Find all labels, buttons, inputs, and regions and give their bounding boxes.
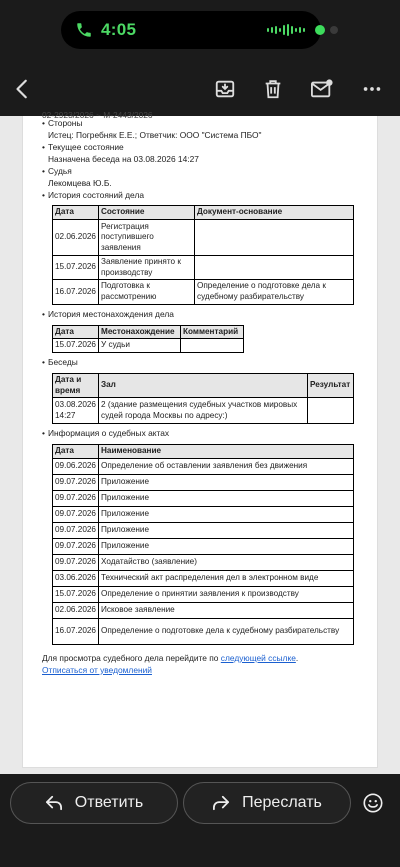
table-row [53, 586, 354, 602]
talks-table [52, 373, 354, 424]
table-row [53, 602, 354, 618]
state-value: Назначена беседа на 03.08.2026 14:27 [48, 153, 199, 164]
table-cell: 2 (здание размещения судебных участков мировых судей города Москвы по адресу:) [99, 398, 308, 424]
trash-icon [262, 78, 284, 100]
table-header: Результат [308, 373, 354, 397]
table-header: Дата [53, 445, 99, 459]
table-cell: 09.07.2026 [53, 538, 99, 554]
delete-button[interactable] [256, 72, 290, 106]
table-cell: 16.07.2026 [53, 618, 99, 644]
table-row [53, 490, 354, 506]
table-cell: Подготовка к рассмотрению [99, 280, 195, 304]
footer-text [42, 653, 362, 665]
phone-call-icon [75, 21, 93, 39]
table-cell: Приложение [99, 490, 354, 506]
table-header: Дата и время [53, 373, 99, 397]
table-cell: Заявление принято к производству [99, 256, 195, 280]
table-cell: Приложение [99, 474, 354, 490]
judge-value: Лекомцева Ю.Б. [48, 177, 112, 188]
table-cell: 09.07.2026 [53, 506, 99, 522]
email-body [42, 112, 362, 677]
table-cell: Технический акт распределения дел в электронном виде [99, 570, 354, 586]
email-toolbar [0, 62, 400, 116]
archive-icon [214, 78, 236, 100]
table-row [53, 538, 354, 554]
forward-button[interactable] [183, 782, 351, 824]
emoji-reaction-button[interactable] [358, 788, 388, 818]
case-number-cut: 02-2923/2026 ~ М-2443/2026 [42, 110, 153, 118]
table-cell: 03.06.2026 [53, 570, 99, 586]
table-row [53, 398, 354, 424]
table-cell: 15.07.2026 [53, 256, 99, 280]
action-bar [0, 774, 400, 867]
table-cell: Ходатайство (заявление) [99, 554, 354, 570]
table-row [53, 220, 354, 256]
footer-prefix: Для просмотра судебного дела перейдите по [42, 652, 219, 663]
table-row [53, 506, 354, 522]
table-cell: 15.07.2026 [53, 339, 99, 353]
unsubscribe-link[interactable]: Отписаться от уведомлений [42, 664, 152, 675]
table-header: Зал [99, 373, 308, 397]
table-cell: Определение о принятии заявления к производству [99, 586, 354, 602]
table-header: Дата [53, 325, 99, 339]
table-header: Состояние [99, 206, 195, 220]
mark-unread-button[interactable] [305, 72, 339, 106]
table-cell [195, 256, 354, 280]
table-row [53, 570, 354, 586]
table-header: Наименование [99, 445, 354, 459]
table-cell: Исковое заявление [99, 602, 354, 618]
archive-button[interactable] [208, 72, 242, 106]
table-row [53, 554, 354, 570]
table-row [53, 474, 354, 490]
table-cell: Приложение [99, 506, 354, 522]
parties-value: Истец: Погребняк Е.Е.; Ответчик: ООО "Система ПБО" [48, 129, 262, 140]
table-header: Дата [53, 206, 99, 220]
table-cell: Приложение [99, 522, 354, 538]
table-row [53, 280, 354, 304]
table-cell: Определение об оставлении заявления без движения [99, 458, 354, 474]
reply-icon [45, 795, 63, 811]
status-bar [0, 0, 400, 62]
table-header: Местонахождение [99, 325, 181, 339]
location-label: • История местонахождения дела [42, 309, 362, 321]
dynamic-island [61, 11, 321, 49]
smiley-icon [362, 792, 384, 814]
back-button[interactable] [6, 72, 40, 106]
table-cell: 09.06.2026 [53, 458, 99, 474]
table-cell: Определение о подготовке дела к судебному разбирательству [99, 618, 354, 644]
acts-table [52, 444, 354, 645]
parties-label: • Стороны [42, 118, 362, 130]
footer-suffix: . [295, 652, 299, 663]
forward-label: Переслать [242, 794, 322, 811]
location-table [52, 325, 244, 353]
table-cell: 03.08.2026 14:27 [53, 398, 99, 424]
table-cell: Определение о подготовке дела к судебному разбирательству [195, 280, 354, 304]
table-cell: 16.07.2026 [53, 280, 99, 304]
table-cell: 15.07.2026 [53, 586, 99, 602]
case-link[interactable]: следующей ссылке [220, 652, 296, 663]
audio-wave-icon [267, 23, 307, 37]
table-cell: 09.07.2026 [53, 490, 99, 506]
table-row [53, 458, 354, 474]
acts-label: • Информация о судебных актах [42, 428, 362, 440]
judge-label: • Судья [42, 166, 362, 178]
more-horizontal-icon [361, 78, 383, 100]
more-button[interactable] [355, 72, 389, 106]
table-cell: 09.07.2026 [53, 554, 99, 570]
forward-icon [212, 795, 230, 811]
table-cell [195, 220, 354, 256]
history-table [52, 205, 354, 304]
table-cell: 02.06.2026 [53, 220, 99, 256]
table-row [53, 618, 354, 644]
table-cell: У судьи [99, 339, 181, 353]
call-timer: 4:05 [101, 20, 137, 39]
table-cell: 09.07.2026 [53, 474, 99, 490]
camera-dot [330, 26, 338, 34]
reply-label: Ответить [74, 794, 144, 811]
table-header: Документ-основание [195, 206, 354, 220]
table-cell: 09.07.2026 [53, 522, 99, 538]
table-row [53, 339, 244, 353]
table-header: Комментарий [181, 325, 244, 339]
mail-unread-icon [310, 78, 334, 100]
reply-button[interactable] [10, 782, 178, 824]
table-cell [308, 398, 354, 424]
talks-label: • Беседы [42, 357, 362, 369]
table-row [53, 256, 354, 280]
table-cell: Приложение [99, 538, 354, 554]
chevron-left-icon [12, 78, 34, 100]
table-cell [181, 339, 244, 353]
state-label: • Текущее состояние [42, 142, 362, 154]
table-cell: 02.06.2026 [53, 602, 99, 618]
call-indicator [315, 25, 325, 35]
table-cell: Регистрация поступившего заявления [99, 220, 195, 256]
table-row [53, 522, 354, 538]
history-label: • История состояний дела [42, 190, 362, 202]
